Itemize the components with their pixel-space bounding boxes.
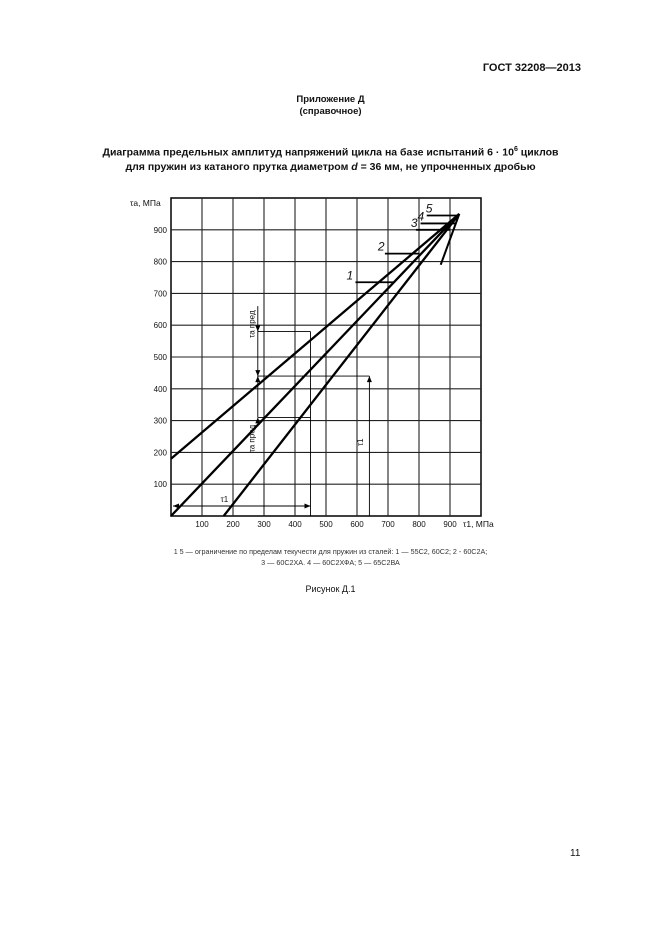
tau1-bottom-label: τ1	[220, 495, 229, 504]
y-tick-label: 200	[153, 448, 167, 458]
annex-status: (справочное)	[299, 106, 362, 117]
y-tick-label: 100	[153, 480, 167, 490]
yield-limit-label: 2	[377, 239, 385, 254]
y-tick-label: 700	[153, 289, 167, 299]
figure-title-line2b: = 36 мм, не упрочненных дробью	[357, 160, 536, 173]
x-tick-label: 400	[288, 520, 302, 529]
arrow-head	[255, 376, 260, 382]
x-tick-label: 200	[226, 520, 240, 529]
y-tick-label: 900	[153, 225, 167, 235]
x-axis-label: τ1, МПа	[463, 519, 494, 529]
yield-limit-label: 5	[425, 201, 433, 216]
figure-title-var: d	[351, 160, 358, 173]
y-tick-label: 500	[153, 353, 167, 362]
tau1-right-label: τ1	[356, 438, 366, 447]
standard-number: ГОСТ 32208—2013	[482, 62, 581, 74]
y-axis-label: τa, МПа	[130, 198, 161, 208]
y-tick-label: 300	[153, 416, 167, 426]
figure-title-line1: Диаграмма предельных амплитуд напряжений цикла на базе испытаний 6 · 10	[102, 146, 514, 159]
x-tick-label: 800	[412, 520, 426, 529]
yield-limit-label: 3	[410, 215, 418, 230]
chart-ticks	[154, 226, 458, 529]
x-tick-label: 900	[443, 520, 457, 529]
y-tick-label: 800	[153, 257, 167, 267]
y-tick-label: 600	[153, 321, 167, 331]
x-tick-label: 500	[319, 520, 333, 529]
caption-line1: 1 5 — ограничение по пределам текучести для пружин из сталей: 1 — 55С2, 60С2; 2 - 60С2А;	[173, 547, 488, 556]
x-tick-label: 600	[350, 520, 364, 529]
chart-yield-limits	[346, 201, 459, 282]
annex-title: Приложение Д	[296, 94, 365, 105]
arrow-head	[173, 504, 179, 509]
x-tick-label: 700	[381, 520, 395, 529]
figure-label: Рисунок Д.1	[305, 584, 356, 594]
x-tick-label: 100	[195, 520, 209, 529]
chart-series	[171, 214, 459, 516]
figure-title-line1-end: циклов	[517, 146, 559, 159]
arrow-head	[255, 370, 260, 376]
y-tick-label: 400	[153, 384, 167, 394]
tau-a-pred-lower-label: τa пред	[247, 424, 257, 453]
caption-line2: 3 — 60С2ХА. 4 — 60С2ХФА; 5 — 65С2ВА	[261, 558, 400, 567]
yield-limit-label: 4	[417, 209, 425, 224]
series-line	[224, 214, 460, 516]
page-number: 11	[570, 848, 581, 859]
figure-title-line2a: для пружин из катаного прутка диаметром	[125, 160, 352, 173]
yield-limit-label: 1	[346, 268, 354, 283]
arrow-head	[367, 376, 372, 382]
figure-title-exponent: 6	[513, 146, 518, 153]
x-tick-label: 300	[257, 520, 271, 529]
tau-a-pred-upper-label: τa пред	[247, 310, 257, 338]
figure-caption	[0, 546, 661, 568]
series-line	[171, 214, 459, 459]
arrow-head	[305, 504, 311, 509]
